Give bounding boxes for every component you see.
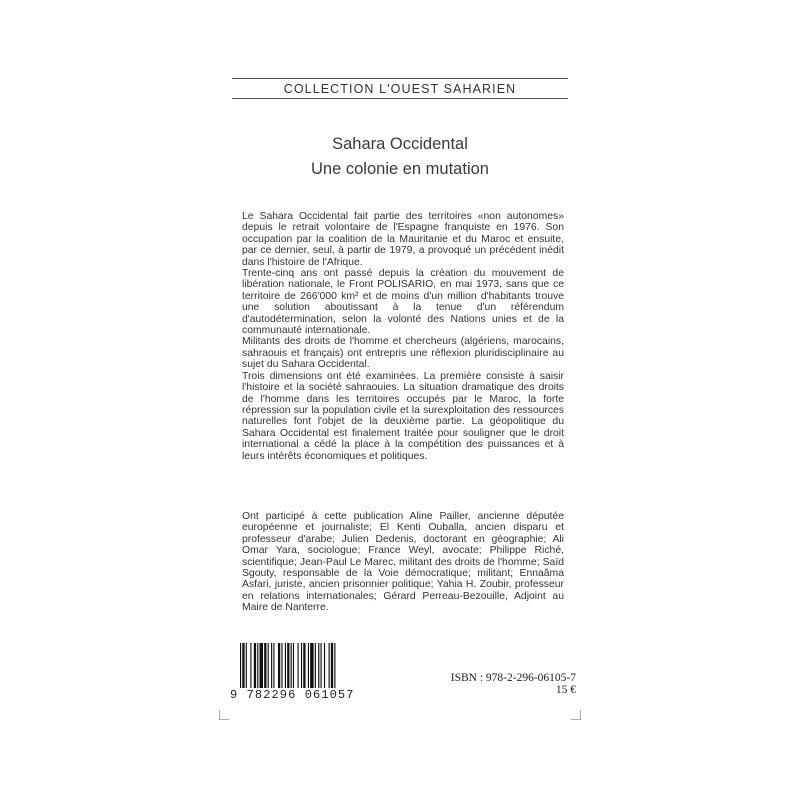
barcode-bar xyxy=(293,643,294,688)
book-subtitle: Une colonie en mutation xyxy=(311,160,489,178)
barcode-bar xyxy=(318,643,319,688)
barcode-bar xyxy=(250,643,251,688)
barcode-bar xyxy=(271,643,272,688)
blurb-paragraph: Militants des droits de l'homme et chercheurs (algériens, marocains, sahraouis et français) ont entrepris une réflexion pluridisciplinaire au sujet du Sahara Occidental. xyxy=(242,336,564,371)
barcode-bar xyxy=(329,643,330,688)
barcode-bar xyxy=(303,643,305,688)
barcode-bar xyxy=(285,643,286,688)
top-rule xyxy=(232,78,568,79)
contributors xyxy=(242,511,564,614)
barcode-bar xyxy=(268,643,269,688)
collection-title: COLLECTION L'OUEST SAHARIEN xyxy=(283,82,517,96)
price: 15 € xyxy=(555,684,576,696)
barcode-bar xyxy=(291,643,292,688)
barcode-bar xyxy=(310,643,313,688)
barcode-bar xyxy=(301,643,302,688)
barcode-bar xyxy=(240,643,241,688)
crop-mark-icon xyxy=(219,710,229,720)
barcode-bar xyxy=(246,643,247,688)
barcode-bar xyxy=(308,643,309,688)
barcode xyxy=(232,643,372,688)
barcode-bar xyxy=(287,643,289,688)
barcode-bar xyxy=(242,643,244,688)
barcode-bar xyxy=(298,643,299,688)
barcode-bar xyxy=(315,643,316,688)
barcode-bar xyxy=(331,643,333,688)
blurb-paragraph: Trente-cinq ans ont passé depuis la création du mouvement de libération nationale, le Front POLISARIO, en mai 1973, sans que ce territoire de 266'000 km² et de moins d'un million d'habitants trouve une solution aboutissant à la tenue d'un référendum d'autodétermination, selon la volonté des Nations unies et de la communauté internationale. xyxy=(242,268,564,337)
book-title: Sahara Occidental xyxy=(332,135,468,153)
barcode-bar xyxy=(260,643,263,688)
blurb-paragraph: Le Sahara Occidental fait partie des territoires «non autonomes» depuis le retrait volontaire de l'Espagne franquiste en 1976. Son occupation par la coalition de la Mauritanie et du Maroc et ensuite, par ce dernier, seul, à partir de 1979, a provoqué un précédent inédit dans l'histoire de l'Afrique. xyxy=(242,211,564,268)
barcode-bar xyxy=(324,643,325,688)
contributors-paragraph: Ont participé à cette publication Aline Pailler, ancienne députée européenne et journaliste; El Kenti Ouballa, ancien disparu et professeur d'arabe; Julien Dedenis, doctorant en géographie; Ali Omar Yara, sociologue; France Weyl, avocate; Philippe Riché, scientifique; Jean-Paul Le Marec, militant des droits de l'homme; Saïd Sgouty, responsable de la Voie démocratique; militant; Ennaâma Asfari, juriste, ancien prisonnier politique; Yahia H. Zoubir, professeur en relations internationales; Gérard Perreau-Bezouille, Adjoint au Maire de Nanterre. xyxy=(242,511,564,614)
barcode-bar xyxy=(257,643,258,688)
isbn: ISBN : 978-2-296-06105-7 xyxy=(450,672,576,684)
blurb xyxy=(242,211,564,462)
barcode-digits: 9 782296 061057 xyxy=(230,688,355,702)
barcode-bar xyxy=(278,643,280,688)
barcode-bar xyxy=(281,643,282,688)
header-rule xyxy=(232,98,568,99)
barcode-bar xyxy=(254,643,256,688)
blurb-paragraph: Trois dimensions ont été examinées. La première consiste à saisir l'histoire et la société sahraouies. La situation dramatique des droits de l'homme dans les territoires occupés par le Maroc, la forte répression sur la population civile et la surexploitation des ressources naturelles font l'objet de la deuxième partie. La géopolitique du Sahara Occidental est finalement traitée pour souligner que le droit international a cédé la place à la compétition des puissances et à leurs intérêts économiques et politiques. xyxy=(242,370,564,462)
barcode-bar xyxy=(273,643,274,688)
crop-mark-icon xyxy=(571,710,581,720)
barcode-bar xyxy=(321,643,322,688)
barcode-bar xyxy=(334,643,335,688)
barcode-bar xyxy=(264,643,266,688)
